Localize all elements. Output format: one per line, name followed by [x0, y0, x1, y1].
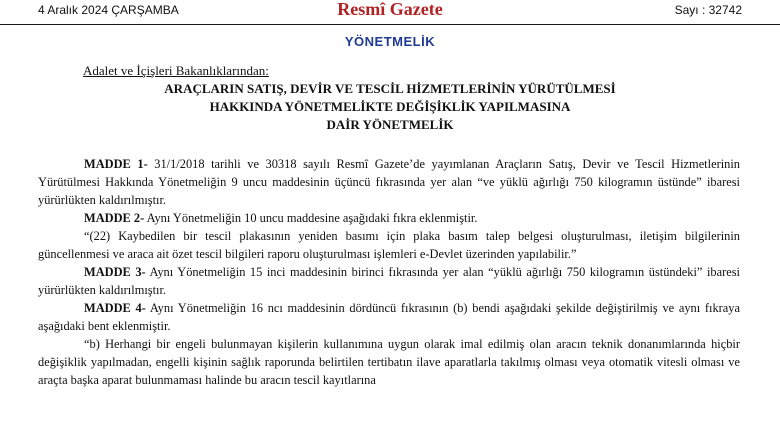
- regulation-title-line: ARAÇLARIN SATIŞ, DEVİR VE TESCİL HİZMETLERİNİN YÜRÜTÜLMESİ: [164, 81, 616, 96]
- regulation-title-line: DAİR YÖNETMELİK: [326, 117, 454, 132]
- article-text: “b) Herhangi bir engeli bulunmayan kişilerin kullanımına uygun olarak imal edilmiş olan aracın teknik donanımlarında hiçbir değişiklik yapılmadan, engelli kişinin sağlık raporunda belirtilen tertibatın ilave aparatlarla takılmış olması veya otomatik vitesli olması ve araçta başka aparat bulunmaması halinde bu aracın tescil kayıtlarına: [38, 337, 740, 387]
- issue-number: Sayı : 32742: [674, 3, 742, 17]
- article-paragraph: [38, 227, 740, 263]
- article-paragraph: [38, 155, 740, 209]
- article-text: Aynı Yönetmeliğin 16 ncı maddesinin dördüncü fıkrasının (b) bendi aşağıdaki şekilde değiştirilmiş ve aynı fıkraya aşağıdaki bent eklenmiştir.: [38, 301, 740, 333]
- gazette-header: [0, 0, 780, 25]
- article-paragraph: [38, 335, 740, 389]
- article-text: Aynı Yönetmeliğin 15 inci maddesinin birinci fıkrasında yer alan “yüklü ağırlığı 750 kilogramın üstündeki” ibaresi yürürlükten kaldırılmıştır.: [38, 265, 740, 297]
- issue-date: 4 Aralık 2024 ÇARŞAMBA: [38, 3, 179, 17]
- section-heading: YÖNETMELİK: [344, 34, 436, 49]
- regulation-body: [38, 155, 740, 389]
- regulation-title-line: HAKKINDA YÖNETMELİKTE DEĞİŞİKLİK YAPILMASINA: [209, 99, 571, 114]
- gazette-title: Resmî Gazete: [337, 0, 443, 19]
- article-label: MADDE 2-: [84, 211, 145, 225]
- article-paragraph: [38, 299, 740, 335]
- article-paragraph: [38, 209, 740, 227]
- article-text: “(22) Kaybedilen bir tescil plakasının yeniden basımı için plaka basım talep belgesi oluşturulması, iletişim bilgilerinin güncellenmesi ve araca ait özet tescil bilgileri raporu oluşturulması işlemleri e-Devlet üzerinden yapılabilir.”: [38, 229, 740, 261]
- issuing-ministry: Adalet ve İçişleri Bakanlıklarından:: [83, 63, 269, 78]
- article-paragraph: [38, 263, 740, 299]
- regulation-title: [0, 80, 780, 134]
- article-label: MADDE 4-: [84, 301, 146, 315]
- article-label: MADDE 3-: [84, 265, 146, 279]
- article-label: MADDE 1-: [84, 157, 148, 171]
- article-text: 31/1/2018 tarihli ve 30318 sayılı Resmî Gazete’de yayımlanan Araçların Satış, Devir ve Tescil Hizmetlerinin Yürütülmesi Hakkında Yönetmeliğin 9 uncu maddesinin üçüncü fıkrasında yer alan “ve yüklü ağırlığı 750 kilogramın üstünde” ibaresi yürürlükten kaldırılmıştır.: [38, 157, 740, 207]
- article-text: Aynı Yönetmeliğin 10 uncu maddesine aşağıdaki fıkra eklenmiştir.: [146, 211, 478, 225]
